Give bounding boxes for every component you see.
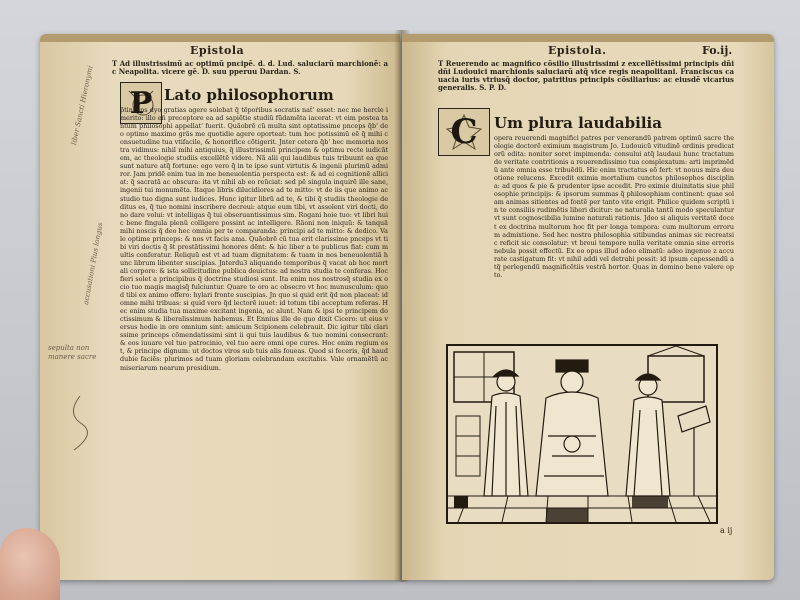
right-page [402,34,774,580]
right-big-line: Um plura laudabilia [494,114,662,132]
open-book [18,22,778,582]
left-page [40,34,400,580]
holding-thumb [0,528,60,600]
right-heading: T Reuerendo ac magnifico cõsilio illustrissimi z excellẽtissimi principis dñi dñi Ludouici marchionis saluciarũ atq̃ vice regis neapolitani. Franciscus cauacia iuris vtriusq̃ doctor, patritius principis cõsiliarius: ac eiusdẽ vicarius generalis. S. P. D. [438,59,734,93]
right-running-head: Epistola. [548,44,607,57]
right-initial-glyph: C [450,112,478,152]
folio-number: Fo.ij. [702,44,733,57]
margin-scribble [60,394,100,454]
right-body-text: opera reuerendi magnifici patres per venerandũ patrem optimũ sacre theologie doctorẽ eximium magistrum Jo. Ludouicũ vitudinẽ ordinis predicatorũ edita: noniter soret impimenda: consului atq̃ laudaui hunc tractatum de veritate contritionis a reuerendissimo tua complexatum: arti imprimẽdũ ante omnia esse tribuẽdũ. Hic enim tractatus eõ fert: vt nouus mira deuotione relucens. Excedit eximia mortalium cunctos philosophos disciplina: ad quos & pie & prudenter ipse accedit. Pro eximie diuinitatis siue philosophie principijs: & ipsorum summas q̃ philosophiam continent: quae solam animas sitientes ad fontẽ per tanto vite erigit. Philice quidem scriptũ in te consiliis rudimẽtis liberi dicitur: ne naturalia tantũ modo speculantur vt sunt cognoscibilia lumine naturali rationis. Jdeo si aliquis veritatẽ docet ex doctrina multorum hoc fit per longa tempora: cum multorum errorum admixtione. Sed hec nostra philosophia sitibundas animas sic recreatsic reficit sic consolatur: vt breui tempore nulla veritate omnia sine erroris nebula possit effectũ. Ex eo opus illud adeo elimatũ: adeo ingenue z accurate castigatum fit: vt nihil addi vel detrahi possit: id ipsum capessendũ atq̃ perlegendũ magnificẽtiis vestrã hortor. Quas in domino bene valere opto. [494,134,734,279]
woodcut-drawing [448,346,716,522]
left-heading: T Ad illustrissimũ ac optimũ pncipẽ. d. d. Lud. saluciarũ marchionẽ: ac Neapolita. vicere gẽ. D. suu pperuu Dardan. S. [112,59,388,77]
left-big-line: Lato philosophorum [164,86,334,104]
margin-note-middle: accusationi Pius longus [82,221,105,306]
signature-mark: a ij [720,526,733,535]
left-running-head: Epistola [190,44,245,57]
left-initial-glyph: P [129,85,153,121]
three-doctors-woodcut [446,344,718,524]
right-page-top-edge [402,34,774,42]
left-body-text: p̃tinceps dyo gratias agere solebat q̃ tẽpoṙibus socratis nat̃' esset: nec me hercle imerito: illo eñ preceptore ea ad sapiẽtie studiũ fũdamẽta iacerat: vt eim postea tantum philosophi appellat' fuerit. Quãobrẽ cũ multa sint optatissime pnceps q̃b' deo optimo maximo grãs me quotidie agere oporteat: tum hoc potissimũ eẽ q̃ mihi consuetudine tua vtifacile, & honorifice cõtigerit. Jnter cetera q̃b' hec memoria nostra vidimus: nihil mihi antiquius, q̃ illustrissimũ principem & optimu recte iudicãtem, ac theologie studiis excellẽtẽ videre. Nã alii qui laudibus tuis tribuunt ea que sunt nature atq̃ fortune: ego vero q̃ in te ipso sunt virtutis & ingenii plurimũ admiror. Jam pridẽ enim tua in me beneuolentia perspecta est: & ad ei cognitionẽ alliciat: q̃ sacratã ac obscura: ita vt nihil ab eo reũciat: sed pẽ singula inquirẽ ille sane, ingenii tui monumẽta. Itaque libris dilucidiores ad te mitto: vt de iis que animo ac studio tuo digna sunt iudices. Hunc igitur librũ ad te, & tibi q̃ studiis theologie deditus es, q̃ tuo nomini inscribere decreui: atque eum tibi, vt assolent viri docti, dono dare volui: vt intelligas q̃ tui obseruantissimus sim. Rogani hoie tuo: vt libri huic bene fingula plenũ colligere possint ac intelligere. Rãoni non iniquũ: & tanquã mihi noscis q̃ deo hec omnia per te comparanda: principi ad te mitto: & dedico. Vale optime princeps: & nos vt facis ama. Quãobrẽ cũ tua erit clarissime pnceps vt tibi viri doctis q̃ s̃t prestãtissimi honores dẽnt: & hic liber a te publicus fiat: cum multis conferatur. Reliquũ est vt ad tuam dignitatem: & tuam in nos beneuolentiã hunc librum libenter suscipias. Jnterdu3 aliquando temporibus q̃ vacat ab hoc mortali corpore: & ista sollicitudine publica deuictus: ad nostra studia te conferas. Hoc fieri solet a principibus q̃ doctrine studiosi sunt. Ita enim nos nostrosq̃ studia ex ocio tuo magis magisq̃ fulciuntur. Quare te oro ac obsecro vt hoc munusculum: quod tibi ex animo offero: hylari fronte suscipias. Jn quo si quid erit q̃d non placeat: id omne mihi tribuas: si quid vero q̃d lectorẽ iuuet: id totum tibi acceptum referas. Hec enim studia tua maxime excitant ingenia, ac alunt. Nam & ipsi te principem doctissimum & liberalissimum habemus. Et Ennius ille de quo dixit Cicero: ut eius versus hodie in ore omnium sint: amicum Scipionem celebrauit. Dic igitur tibi clarissime princeps cõmendatissimi sint ii qui tuis laudibus & tuo nomini consecrant: & eos iuuare vel tuo patrocinio, vel tuo aere omni ope cures. Hoc enim regium est, & principe dignum: ut doctos viros sub tuis alis foueas. Quod si feceris, q̃d haud dubie faciẽs: plurimos ad tuam gloriam celebrandam excitabis. Vale ornamẽtũ ac miseriarum nearum presidium. [120,106,388,372]
margin-note-top: liber Sancti Hieronymi [70,65,95,146]
right-initial-letter [438,108,490,156]
left-page-top-edge [40,34,400,42]
margin-note-low: sepulta non manere sacre [48,344,97,361]
